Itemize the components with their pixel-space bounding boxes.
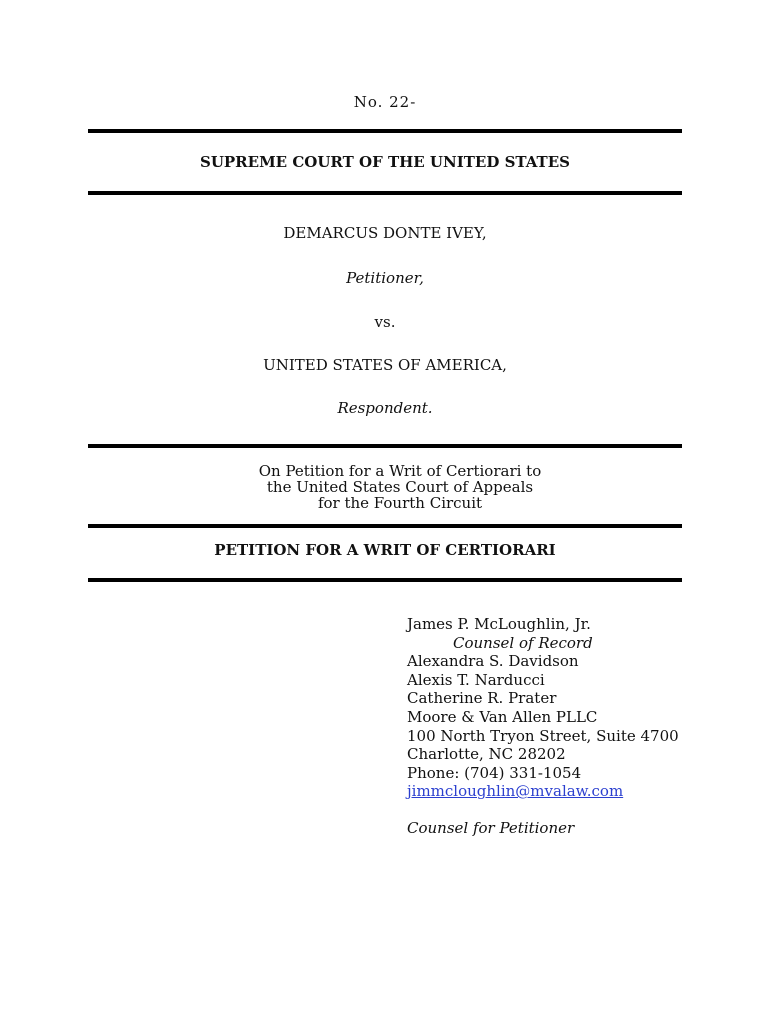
petitioner-role: Petitioner, <box>346 269 424 287</box>
respondent-name: UNITED STATES OF AMERICA, <box>263 356 507 374</box>
lower-court-line: the United States Court of Appeals <box>266 478 534 496</box>
court-name: SUPREME COURT OF THE UNITED STATES <box>199 153 570 171</box>
horizontal-rule <box>88 578 682 582</box>
spacer <box>407 801 679 819</box>
email-link[interactable]: jimmcloughlin@mvalaw.com <box>407 782 624 801</box>
document-title: PETITION FOR A WRIT OF CERTIORARI <box>214 541 556 559</box>
counsel-for-label: Counsel for Petitioner <box>407 818 575 837</box>
petitioner-name: DEMARCUS DONTE IVEY, <box>283 224 487 242</box>
lower-court-line: for the Fourth Circuit <box>317 494 483 512</box>
lead-counsel-name: James P. McLoughlin, Jr. <box>407 615 591 633</box>
attorney-name: Catherine R. Prater <box>407 689 557 708</box>
lower-court-line: On Petition for a Writ of Certiorari to <box>258 462 542 480</box>
horizontal-rule <box>88 524 682 528</box>
attorney-name: Alexis T. Narducci <box>407 670 545 689</box>
phone-number: Phone: (704) 331-1054 <box>407 763 582 782</box>
horizontal-rule <box>88 129 682 133</box>
horizontal-rule <box>88 444 682 448</box>
counsel-of-record-label: Counsel of Record <box>453 633 593 652</box>
docket-number: No. 22- <box>353 93 417 111</box>
address-street: 100 North Tryon Street, Suite 4700 <box>407 726 679 745</box>
versus-label: vs. <box>374 313 396 331</box>
law-firm-name: Moore & Van Allen PLLC <box>407 707 598 726</box>
lower-court-caption <box>0 463 770 511</box>
horizontal-rule <box>88 191 682 195</box>
counsel-block <box>407 615 679 838</box>
address-city: Charlotte, NC 28202 <box>407 745 566 764</box>
respondent-role: Respondent. <box>337 399 433 417</box>
attorney-name: Alexandra S. Davidson <box>407 652 579 671</box>
